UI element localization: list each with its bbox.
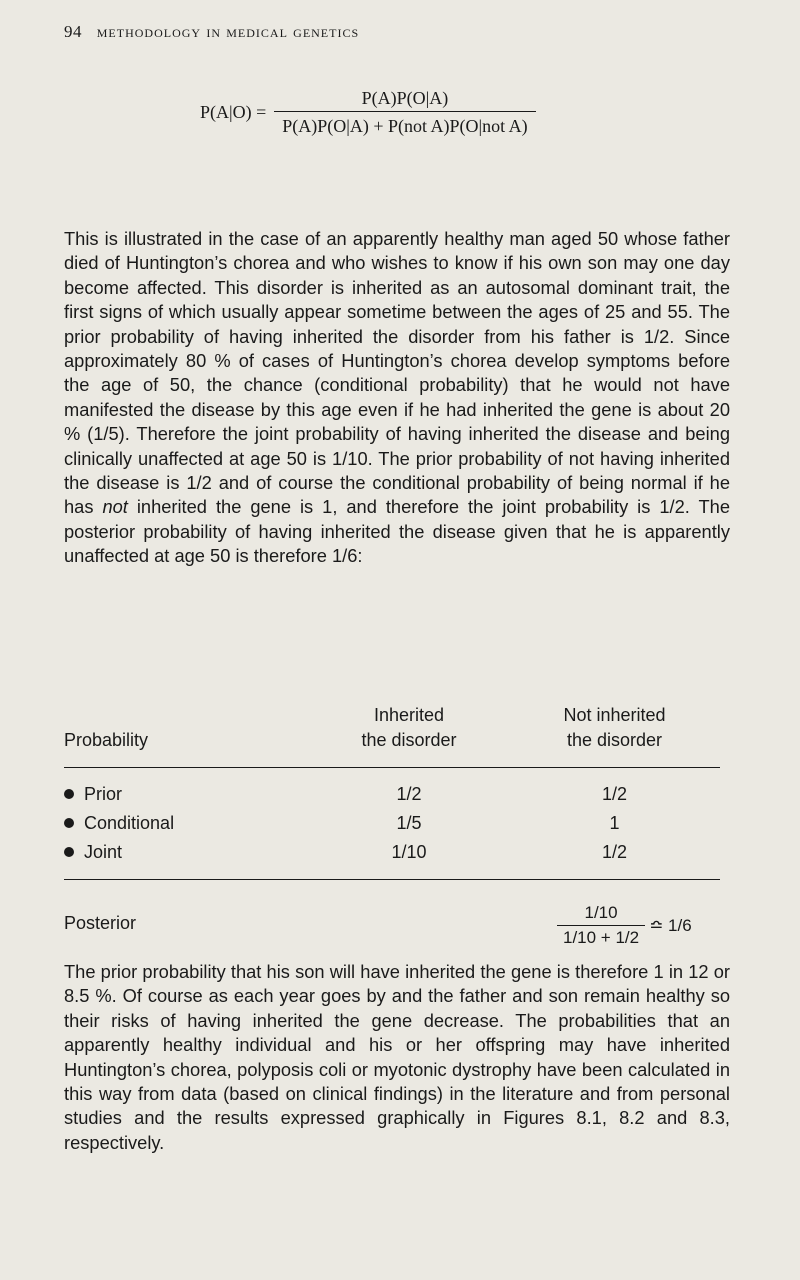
col-header-probability: Probability xyxy=(64,703,309,768)
cell-not-inherited: 1 xyxy=(609,813,620,833)
row-label: Joint xyxy=(64,838,309,880)
col-header-not-inherited-line1: Not inherited xyxy=(563,705,666,725)
probability-table xyxy=(64,703,720,948)
paragraph-son-risk: The prior probability that his son will have inherited the gene is therefore 1 in 12 or 8.5 %. Of course as each year goes by and the father and son remain healthy so their risks of having inherited the gene decrease. The probabilities that an apparently healthy individual and his or her offspring may have inherited Huntington’s chorea, polyposis coli or myotonic dystrophy have been calculated in this way from data (based on clinical findings) in the literature and from personal studies and the results expressed graphically in Figures 8.1, 8.2 and 8.3, respectively. xyxy=(64,961,730,1153)
posterior-row xyxy=(64,880,720,949)
bullet-icon xyxy=(64,818,74,828)
col-header-not-inherited-line2: the disorder xyxy=(566,730,663,750)
table-row xyxy=(64,838,720,880)
posterior-denominator: 1/10 + 1/2 xyxy=(557,925,645,948)
table-row xyxy=(64,768,720,810)
cell-not-inherited: 1/2 xyxy=(509,838,720,880)
posterior-numerator: 1/10 xyxy=(584,903,618,922)
col-header-not-inherited xyxy=(509,703,720,768)
cell-inherited: 1/2 xyxy=(396,784,422,804)
col-header-inherited-line2: the disorder xyxy=(361,730,457,750)
posterior-label: Posterior xyxy=(64,912,137,933)
posterior-value xyxy=(309,880,720,949)
posterior-expression xyxy=(557,903,692,948)
row-label: Conditional xyxy=(64,809,309,838)
formula-lhs: P(A|O) = xyxy=(200,102,267,122)
formula-fraction xyxy=(274,88,535,137)
paragraph1-italic: not xyxy=(102,496,128,518)
col-header-inherited-line1: Inherited xyxy=(373,705,445,725)
cell-inherited: 1/10 xyxy=(309,838,509,880)
row-label: Prior xyxy=(64,768,309,810)
table-row xyxy=(64,809,720,838)
bullet-icon xyxy=(64,847,74,857)
posterior-fraction xyxy=(557,903,645,948)
formula-denominator: P(A)P(O|A) + P(not A)P(O|not A) xyxy=(274,111,535,137)
paragraph1-part2: inherited the gene is 1, and therefore the joint probability is 1/2. The posterior probability of having inherited the disease given that he is apparently unaffected at age 50 is therefore 1/6: xyxy=(64,496,730,567)
formula-numerator: P(A)P(O|A) xyxy=(361,88,449,108)
bullet-icon xyxy=(64,789,74,799)
page-number: 94 xyxy=(64,22,82,41)
running-header xyxy=(64,22,359,42)
cell-inherited: 1/5 xyxy=(396,813,422,833)
table-header-row xyxy=(64,703,720,768)
bayes-formula xyxy=(200,88,536,137)
posterior-result: ≏ 1/6 xyxy=(649,916,692,935)
paragraph-huntington-example xyxy=(64,227,730,569)
running-title: methodology in medical genetics xyxy=(96,22,360,41)
cell-not-inherited: 1/2 xyxy=(601,784,628,804)
paragraph1-part1: This is illustrated in the case of an apparently healthy man aged 50 whose father died of Huntington’s chorea and who wishes to know if his own son may one day become affected. This disorder is inherited as an autosomal dominant trait, the first signs of which usually appear sometime between the ages of 25 and 55. The prior probability of having inherited the disorder from his father is 1/2. Since approximately 80 % of cases of Huntington’s chorea develop symptoms before the age of 50, the chance (conditional probability) that he would not have manifested the disease by this age even if he had inherited the gene is about 20 % (1/5). Therefore the joint probability of having inherited the disease and being clinically unaffected at age 50 is 1/10. The prior probability of not having inherited the disease is 1/2 and of course the conditional probability of being normal if he has xyxy=(64,228,730,518)
col-header-inherited xyxy=(309,703,509,768)
